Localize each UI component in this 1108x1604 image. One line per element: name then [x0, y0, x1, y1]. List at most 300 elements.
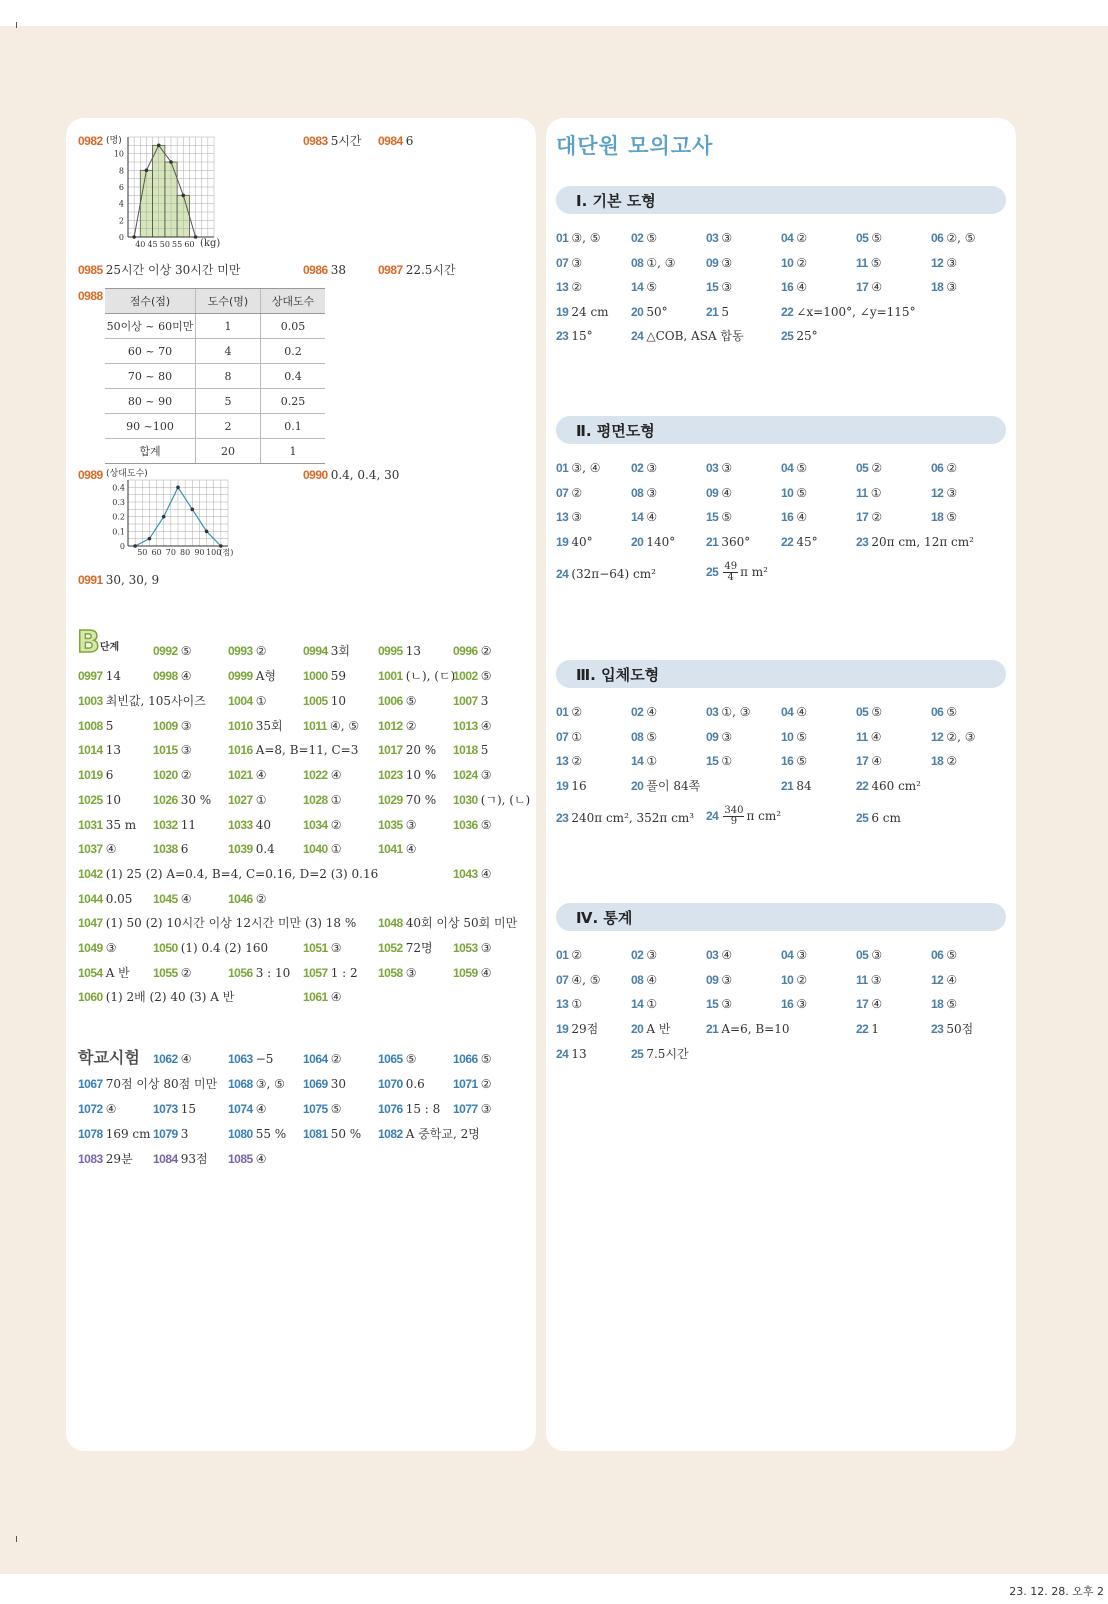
- answer-number: 06: [931, 705, 944, 719]
- answer-value: ④: [646, 705, 658, 719]
- answer-number: 1003: [78, 694, 103, 708]
- answer-number: 13: [556, 997, 569, 1011]
- answer-value: ②: [796, 973, 808, 987]
- answer-value: 169 cm: [105, 1127, 151, 1141]
- table-row: [105, 364, 325, 389]
- answer-item: [931, 509, 957, 525]
- answer-number: 04: [781, 705, 794, 719]
- answer-item: [153, 718, 191, 734]
- answer-value: ④: [480, 719, 492, 733]
- crop-mark-bottom: [16, 1536, 17, 1542]
- answer-value: ③: [946, 256, 958, 270]
- answer-value: 0.05: [105, 892, 133, 906]
- x-tick-label: 60: [151, 548, 162, 557]
- answer-number: 1053: [453, 941, 478, 955]
- answer-value: ②: [946, 461, 958, 475]
- answer-value: ④: [255, 768, 267, 782]
- answer-number: 1044: [78, 892, 103, 906]
- answer-value: ①: [646, 997, 658, 1011]
- answer-number: 1063: [228, 1052, 253, 1066]
- answer-value: ⑤: [330, 1102, 342, 1116]
- answer-item: [931, 255, 957, 271]
- table-cell: 0.25: [261, 389, 326, 414]
- answer-value: 6: [105, 768, 114, 782]
- answer-value: 0.4: [255, 842, 275, 856]
- answer-number: 1064: [303, 1052, 328, 1066]
- answer-number: 02: [631, 948, 644, 962]
- answer-value: ⑤: [871, 231, 883, 245]
- polygon-point: [176, 486, 180, 490]
- answer-item: [706, 279, 732, 295]
- answer-value: 30 %: [180, 793, 212, 807]
- table-cell: 0.05: [261, 314, 326, 339]
- answer-number: 1058: [378, 966, 403, 980]
- answer-value: ②: [255, 892, 267, 906]
- answer-value: ⑤: [946, 510, 958, 524]
- answer-value: ②: [571, 948, 583, 962]
- answer-item: [706, 304, 729, 320]
- answer-number: 22: [856, 779, 869, 793]
- answer-value: −5: [255, 1052, 274, 1066]
- answer-number: 11: [856, 730, 868, 744]
- fraction-numerator: 340: [724, 805, 744, 816]
- answer-item: [856, 279, 882, 295]
- answer-number: 10: [781, 973, 794, 987]
- answer-value: ③: [721, 997, 733, 1011]
- answer-item: [303, 262, 346, 278]
- answer-value: ③: [946, 280, 958, 294]
- answer-item: [228, 643, 266, 659]
- answer-number: 1001: [378, 669, 403, 683]
- answer-item: [556, 230, 601, 246]
- answer-value: (32π−64) cm²: [571, 567, 656, 581]
- answer-number: 1079: [153, 1127, 178, 1141]
- table-cell: 50이상 ~ 60미만: [105, 314, 196, 339]
- answer-item: [631, 460, 657, 476]
- answer-value: ③: [105, 941, 117, 955]
- answer-value: ②, ⑤: [946, 231, 976, 245]
- answer-number: 0983: [303, 134, 328, 148]
- answer-value: ④: [646, 973, 658, 987]
- answer-value: A 반: [646, 1022, 671, 1036]
- answer-item: [781, 485, 807, 501]
- answer-number: 1062: [153, 1052, 178, 1066]
- answer-number: 10: [781, 486, 794, 500]
- x-tick-label: 80: [180, 548, 191, 557]
- answer-number: 02: [631, 461, 644, 475]
- answer-number: 25: [781, 329, 794, 343]
- answer-item: [378, 742, 436, 758]
- answer-value: 30, 30, 9: [105, 573, 160, 587]
- answer-item: [78, 1151, 133, 1167]
- x-tick-label: 70: [165, 548, 176, 557]
- b-stage-label: 단계: [99, 642, 120, 653]
- answer-value: ④: [330, 768, 342, 782]
- table-header: 점수(점): [105, 289, 196, 314]
- answer-value: 29점: [571, 1022, 599, 1036]
- answer-item: [556, 328, 593, 344]
- answer-item: [303, 467, 399, 483]
- answer-value: ③: [330, 941, 342, 955]
- answer-item: [228, 841, 275, 857]
- table-header: 도수(명): [196, 289, 261, 314]
- answer-item: [706, 534, 750, 550]
- answer-item: [856, 509, 882, 525]
- answer-item: [228, 693, 266, 709]
- answer-value: 5: [105, 719, 114, 733]
- table-row: [105, 414, 325, 439]
- answer-number: 1015: [153, 743, 178, 757]
- answer-value: 15 : 8: [405, 1102, 441, 1116]
- answer-value: ④: [255, 1102, 267, 1116]
- answer-number: 1025: [78, 793, 103, 807]
- answer-value: 50 %: [330, 1127, 362, 1141]
- answer-item: [781, 255, 807, 271]
- answer-value: ③: [721, 730, 733, 744]
- answer-number: 12: [931, 256, 944, 270]
- answer-value: ④: [105, 842, 117, 856]
- answer-number: 04: [781, 231, 794, 245]
- school-exam-title: 학교시험: [78, 1048, 140, 1067]
- answer-item: [378, 693, 416, 709]
- answer-value: ②: [871, 510, 883, 524]
- answer-item: [631, 328, 744, 344]
- answer-value: ①: [646, 754, 658, 768]
- answer-item: [78, 792, 121, 808]
- answer-number: 1000: [303, 669, 328, 683]
- answer-value: 35회: [255, 719, 283, 733]
- table-cell: 5: [196, 389, 261, 414]
- answer-item: [78, 891, 132, 907]
- answer-item: [856, 230, 882, 246]
- answer-value: ③: [646, 948, 658, 962]
- x-tick-label: 50: [137, 548, 148, 557]
- answer-number: 1047: [78, 916, 103, 930]
- answer-value: ⑤: [480, 818, 492, 832]
- answer-number: 24: [556, 1047, 569, 1061]
- answer-value: ⑤: [796, 461, 808, 475]
- answer-value: ②: [480, 644, 492, 658]
- answer-item: [556, 1046, 587, 1062]
- answer-item: [856, 485, 881, 501]
- answer-number: 0984: [378, 134, 403, 148]
- answer-value: 59: [330, 669, 346, 683]
- answer-value: ②: [330, 1052, 342, 1066]
- answer-number: 20: [631, 305, 644, 319]
- answer-number: 25: [631, 1047, 644, 1061]
- answer-number: 1081: [303, 1127, 328, 1141]
- answer-item: [856, 972, 881, 988]
- answer-value: ②: [571, 486, 583, 500]
- answer-item: [78, 989, 234, 1005]
- unit-header-bar: [556, 416, 1006, 444]
- answer-value: 40회 이상 50회 미만: [405, 916, 518, 930]
- answer-number: 1029: [378, 793, 403, 807]
- answer-number: 01: [556, 231, 569, 245]
- answer-item: [631, 947, 657, 963]
- answer-number: 18: [931, 997, 944, 1011]
- answer-item: [781, 230, 807, 246]
- answer-value: (ㄱ), (ㄴ): [480, 793, 531, 807]
- answer-value: 40: [255, 818, 271, 832]
- answer-item: [303, 1101, 341, 1117]
- answer-item: [631, 972, 657, 988]
- answer-item: [556, 729, 582, 745]
- fraction: [723, 806, 744, 827]
- answer-number: 1004: [228, 694, 253, 708]
- answer-item: [153, 1101, 196, 1117]
- answer-value: A형: [255, 669, 276, 683]
- answer-item: [931, 460, 957, 476]
- answer-value: 38: [330, 263, 346, 277]
- answer-item: [378, 965, 416, 981]
- answer-number: 1041: [378, 842, 403, 856]
- answer-item: [556, 485, 582, 501]
- answer-item: [78, 817, 136, 833]
- answer-item: [556, 753, 582, 769]
- answer-item: [303, 668, 346, 684]
- answer-value: 29분: [105, 1152, 133, 1166]
- answer-value: ⑤: [646, 280, 658, 294]
- answer-item: [153, 668, 191, 684]
- answer-number: 19: [556, 779, 569, 793]
- unit-title: Ⅳ. 통계: [576, 909, 633, 927]
- answer-number: 03: [706, 461, 719, 475]
- answer-number: 1019: [78, 768, 103, 782]
- answer-value: ④: [646, 510, 658, 524]
- answer-number: 1033: [228, 818, 253, 832]
- answer-item: [303, 817, 341, 833]
- answer-item: [228, 668, 276, 684]
- polygon-point: [181, 194, 185, 198]
- answer-item: [631, 1021, 670, 1037]
- answer-value: 55 %: [255, 1127, 287, 1141]
- answer-item: [631, 534, 675, 550]
- answer-number: 1050: [153, 941, 178, 955]
- answer-value: ②: [180, 966, 192, 980]
- answer-value: ④: [721, 948, 733, 962]
- answer-value: ②: [330, 818, 342, 832]
- answer-item: [706, 509, 732, 525]
- answer-number: 1022: [303, 768, 328, 782]
- x-tick-label: 100: [206, 548, 222, 557]
- answer-number: 1009: [153, 719, 178, 733]
- answer-item: [453, 668, 491, 684]
- answer-number: 04: [781, 461, 794, 475]
- answer-item: [856, 753, 882, 769]
- answer-value: 6: [180, 842, 189, 856]
- answer-item: [228, 965, 290, 981]
- unit-title: Ⅰ. 기본 도형: [576, 192, 656, 210]
- answer-value: ③: [721, 280, 733, 294]
- answer-item: [78, 742, 121, 758]
- graph1-xunit: (kg): [200, 238, 221, 249]
- answer-item: [303, 767, 341, 783]
- answer-value: 최빈값, 105사이즈: [105, 694, 206, 708]
- answer-value: ④: [105, 1102, 117, 1116]
- answer-item: [153, 643, 191, 659]
- answer-number: 15: [706, 997, 719, 1011]
- answer-number: 1085: [228, 1152, 253, 1166]
- answer-item: [78, 288, 106, 304]
- answer-item: [781, 704, 807, 720]
- answer-value: ⑤: [721, 510, 733, 524]
- fraction-denominator: 9: [730, 816, 738, 827]
- answer-number: 1032: [153, 818, 178, 832]
- answer-item: [378, 1126, 480, 1142]
- mock-exam-title: 대단원 모의고사: [556, 134, 714, 158]
- answer-item: [78, 940, 116, 956]
- answer-value: ⑤: [180, 644, 192, 658]
- answer-number: 0982: [78, 134, 103, 148]
- answer-number: 1077: [453, 1102, 478, 1116]
- answer-item: [78, 467, 106, 483]
- answer-value: ②: [480, 1077, 492, 1091]
- table-cell: 0.1: [261, 414, 326, 439]
- answer-number: 10: [781, 256, 794, 270]
- answer-number: 1069: [303, 1077, 328, 1091]
- answer-item: [706, 947, 732, 963]
- frequency-table: [105, 288, 325, 464]
- answer-number: 0997: [78, 669, 103, 683]
- answer-number: 1013: [453, 719, 478, 733]
- answer-value: 5: [480, 743, 489, 757]
- answer-item: [556, 509, 582, 525]
- answer-value: 72명: [405, 941, 433, 955]
- answer-number: 0986: [303, 263, 328, 277]
- answer-item: [631, 996, 657, 1012]
- y-tick-label: 6: [118, 183, 124, 192]
- answer-number: 21: [706, 305, 719, 319]
- answer-value: ③, ⑤: [255, 1077, 285, 1091]
- answer-number: 1008: [78, 719, 103, 733]
- answer-item: [931, 485, 957, 501]
- answer-item: [856, 534, 974, 550]
- answer-item: [706, 753, 732, 769]
- answer-value: A=8, B=11, C=3: [255, 743, 359, 757]
- answer-value: A 중학교, 2명: [405, 1127, 480, 1141]
- answer-value: 25°: [796, 329, 818, 343]
- answer-number: 1006: [378, 694, 403, 708]
- answer-number: 1010: [228, 719, 253, 733]
- answer-item: [706, 562, 768, 583]
- answer-item: [303, 718, 359, 734]
- answer-value: 11: [180, 818, 196, 832]
- answer-value: (1) 2배 (2) 40 (3) A 반: [105, 990, 235, 1004]
- answer-number: 1023: [378, 768, 403, 782]
- answer-number: 14: [631, 510, 644, 524]
- answer-value: (1) 25 (2) A=0.4, B=4, C=0.16, D=2 (3) 0.16: [105, 867, 379, 881]
- answer-number: 1071: [453, 1077, 478, 1091]
- answer-item: [556, 972, 601, 988]
- answer-number: 12: [931, 730, 944, 744]
- answer-item: [228, 1151, 266, 1167]
- answer-value: ⑤: [946, 948, 958, 962]
- answer-item: [378, 1101, 440, 1117]
- answer-item: [228, 718, 283, 734]
- answer-value: ②: [571, 754, 583, 768]
- answer-item: [228, 891, 266, 907]
- answer-value: ③: [721, 256, 733, 270]
- answer-item: [453, 693, 488, 709]
- answer-number: 08: [631, 486, 644, 500]
- answer-item: [556, 566, 656, 582]
- answer-item: [856, 810, 901, 826]
- answer-number: 09: [706, 973, 719, 987]
- answer-item: [931, 729, 976, 745]
- x-tick-label: 55: [172, 240, 183, 249]
- answer-number: 09: [706, 730, 719, 744]
- answer-item: [453, 1051, 491, 1067]
- answer-value: 0.6: [405, 1077, 425, 1091]
- answer-number: 1070: [378, 1077, 403, 1091]
- answer-value: 50점: [946, 1022, 974, 1036]
- answer-item: [631, 304, 668, 320]
- answer-number: 11: [856, 256, 868, 270]
- answer-number: 15: [706, 280, 719, 294]
- unit-title: Ⅱ. 평면도형: [576, 422, 655, 440]
- answer-item: [228, 1076, 285, 1092]
- answer-item: [303, 1051, 341, 1067]
- y-tick-label: 2: [118, 216, 124, 226]
- table-cell: 4: [196, 339, 261, 364]
- answer-number: 0995: [378, 644, 403, 658]
- answer-item: [631, 279, 657, 295]
- polygon-point: [162, 515, 166, 519]
- answer-value: ②: [796, 231, 808, 245]
- y-tick-label: 0: [119, 542, 125, 551]
- answer-value: 70 %: [405, 793, 437, 807]
- answer-value: 93점: [180, 1152, 208, 1166]
- answer-value: ①: [571, 730, 583, 744]
- answer-number: 17: [856, 510, 869, 524]
- answer-number: 11: [856, 486, 868, 500]
- answer-item: [781, 279, 807, 295]
- answer-value: ②: [871, 461, 883, 475]
- table-cell: 60 ~ 70: [105, 339, 196, 364]
- answer-number: 1059: [453, 966, 478, 980]
- answer-number: 04: [781, 948, 794, 962]
- answer-value: 15: [180, 1102, 196, 1116]
- answer-number: 1080: [228, 1127, 253, 1141]
- answer-value: ①: [255, 793, 267, 807]
- answer-value: 3: [180, 1127, 189, 1141]
- answer-item: [856, 1021, 879, 1037]
- answer-value: 10: [330, 694, 346, 708]
- answer-item: [378, 767, 436, 783]
- answer-value: ②: [180, 768, 192, 782]
- answer-item: [706, 972, 732, 988]
- answer-item: [453, 817, 491, 833]
- answer-item: [153, 767, 191, 783]
- answer-item: [706, 1021, 790, 1037]
- answer-value: ④: [871, 754, 883, 768]
- answer-value: 84: [796, 779, 812, 793]
- answer-number: 20: [631, 1022, 644, 1036]
- answer-number: 15: [706, 754, 719, 768]
- answer-item: [78, 572, 159, 588]
- answer-item: [153, 817, 196, 833]
- answer-item: [453, 767, 491, 783]
- answer-value: 5: [721, 305, 729, 319]
- answer-number: 0994: [303, 644, 328, 658]
- answer-value: △COB, ASA 합동: [646, 329, 744, 343]
- table-cell: 0.2: [261, 339, 326, 364]
- answer-item: [303, 693, 346, 709]
- answer-value: 40°: [571, 535, 593, 549]
- answer-item: [856, 947, 882, 963]
- answer-item: [378, 133, 413, 149]
